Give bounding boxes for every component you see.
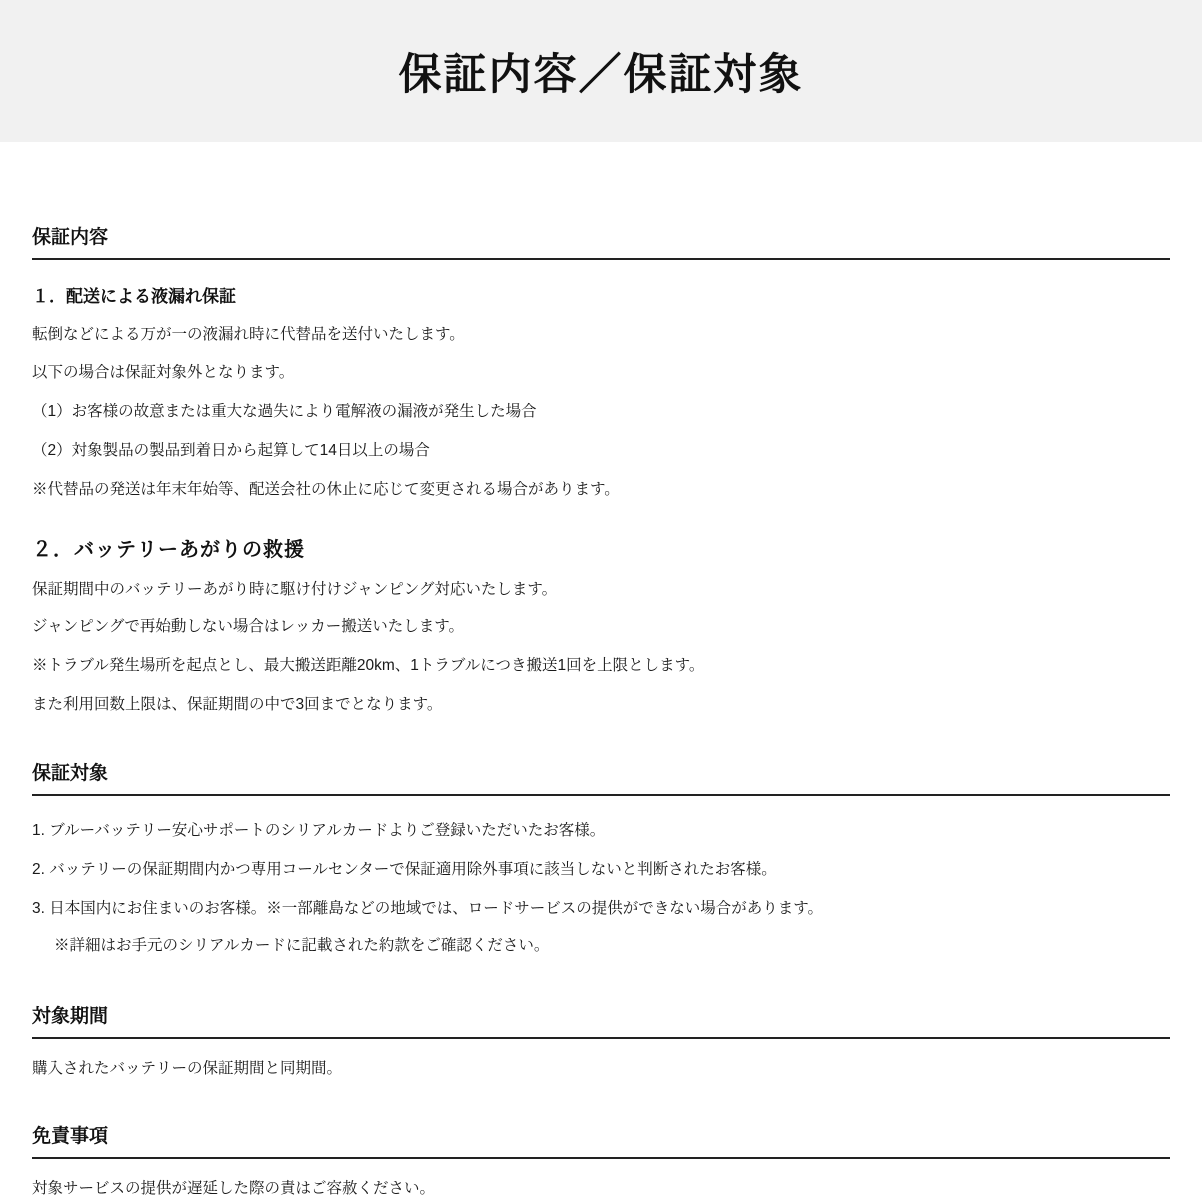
battery-rescue-line-3: ※トラブル発生場所を起点とし、最大搬送距離20km、1トラブルにつき搬送1回を上限とします。 [32,657,705,674]
section-heading-disclaimer: 免責事項 [32,1121,1170,1159]
section-warranty-target [32,758,1170,955]
page-banner [0,0,1202,142]
battery-rescue-line-2: ジャンピングで再始動しない場合はレッカー搬送いたします。 [32,618,464,635]
disclaimer-line: 対象サービスの提供が遅延した際の責はご容赦ください。 [32,1179,436,1197]
section-target-period [32,1001,1170,1077]
leak-warranty-line-5: ※代替品の発送は年末年始等、配送会社の休止に応じて変更される場合があります。 [32,480,620,498]
battery-rescue-line-1: 保証期間中のバッテリーあがり時に駆け付けジャンピング対応いたします。 [32,580,558,598]
page-title: 保証内容／保証対象 [398,50,804,99]
section-heading-warranty-target: 保証対象 [32,758,1170,796]
subsection-heading-battery-rescue: ２．バッテリーあがりの救援 [32,538,305,561]
warranty-target-line-2: 2. バッテリーの保証期間内かつ専用コールセンターで保証適用除外事項に該当しないと判断されたお客様。 [32,861,777,878]
leak-warranty-line-4: （2）対象製品の製品到着日から起算して14日以上の場合 [32,441,430,459]
warranty-target-line-1: 1. ブルーバッテリー安心サポートのシリアルカードよりご登録いただいたお客様。 [32,822,606,839]
target-period-line: 購入されたバッテリーの保証期間と同期間。 [32,1060,343,1077]
section-heading-warranty-content: 保証内容 [32,222,1170,260]
section-disclaimer [32,1121,1170,1197]
subsection-heading-leak-warranty: １．配送による液漏れ保証 [32,287,236,306]
warranty-target-note: ※詳細はお手元のシリアルカードに記載された約款をご確認ください。 [54,937,550,954]
leak-warranty-line-1: 転倒などによる万が一の液漏れ時に代替品を送付いたします。 [32,326,465,343]
page-content [0,222,1202,1196]
leak-warranty-line-3: （1）お客様の故意または重大な過失により電解液の漏液が発生した場合 [32,402,537,420]
warranty-target-line-3: 3. 日本国内にお住まいのお客様。※一部離島などの地域では、ロードサービスの提供ができない場合があります。 [32,900,823,917]
battery-rescue-line-4: また利用回数上限は、保証期間の中で3回までとなります。 [32,696,443,713]
leak-warranty-line-2: 以下の場合は保証対象外となります。 [32,363,295,381]
section-warranty-content [32,222,1170,714]
section-heading-target-period: 対象期間 [32,1001,1170,1039]
